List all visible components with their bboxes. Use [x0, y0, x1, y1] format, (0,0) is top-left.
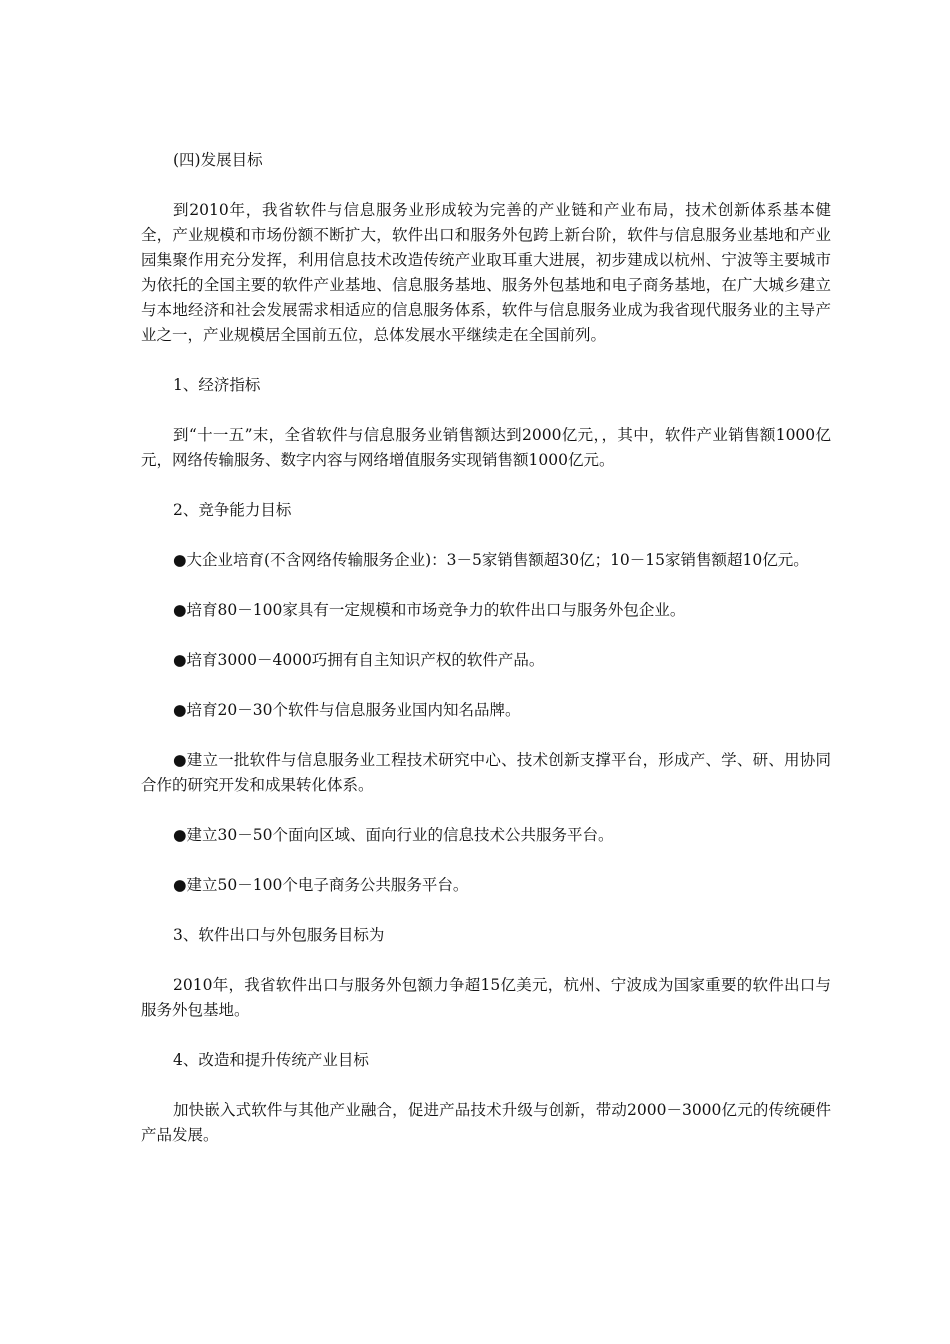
- bullet-item: ●培育80－100家具有一定规模和市场竞争力的软件出口与服务外包企业。: [173, 601, 686, 619]
- intro-paragraph: 到2010年，我省软件与信息服务业形成较为完善的产业链和产业布局，技术创新体系基本健全，产业规模和市场份额不断扩大，软件出口和服务外包跨上新台阶，软件与信息服务业基地和产业园集聚作用充分发挥，利用信息技术改造传统产业取耳重大进展，初步建成以杭州、宁波等主要城市为依托的全国主要的软件产业基地、信息服务基地、服务外包基地和电子商务基地，在广大城乡建立与本地经济和社会发展需求相适应的信息服务体系，软件与信息服务业成为我省现代服务业的主导产业之一，产业规模居全国前五位，总体发展水平继续走在全国前列。: [141, 201, 831, 344]
- bullet-item: ●培育20－30个软件与信息服务业国内知名品牌。: [173, 701, 521, 719]
- section-heading-export: 3、软件出口与外包服务目标为: [173, 926, 385, 944]
- bullet-item: ●建立30－50个面向区域、面向行业的信息技术公共服务平台。: [173, 826, 614, 844]
- section-heading-competitiveness: 2、竞争能力目标: [173, 501, 292, 519]
- bullet-item: ●建立50－100个电子商务公共服务平台。: [173, 876, 469, 894]
- section-heading-goals: (四)发展目标: [173, 151, 263, 169]
- upgrade-paragraph: 加快嵌入式软件与其他产业融合，促进产品技术升级与创新，带动2000－3000亿元的传统硬件产品发展。: [141, 1101, 831, 1144]
- section-heading-upgrade: 4、改造和提升传统产业目标: [173, 1051, 369, 1069]
- bullet-item: ●大企业培育(不含网络传输服务企业)：3－5家销售额超30亿；10－15家销售额超10亿元。: [173, 551, 809, 569]
- economic-paragraph: 到“十一五”末，全省软件与信息服务业销售额达到2000亿元，，其中，软件产业销售额1000亿元，网络传输服务、数字内容与网络增值服务实现销售额1000亿元。: [141, 426, 831, 469]
- document-body: [141, 148, 831, 1173]
- section-heading-economic: 1、经济指标: [173, 376, 261, 394]
- bullet-item: ●培育3000－4000巧拥有自主知识产权的软件产品。: [173, 651, 545, 669]
- export-paragraph: 2010年，我省软件出口与服务外包额力争超15亿美元，杭州、宁波成为国家重要的软件出口与服务外包基地。: [141, 976, 831, 1019]
- bullet-item: ●建立一批软件与信息服务业工程技术研究中心、技术创新支撑平台，形成产、学、研、用协同合作的研究开发和成果转化体系。: [141, 751, 831, 794]
